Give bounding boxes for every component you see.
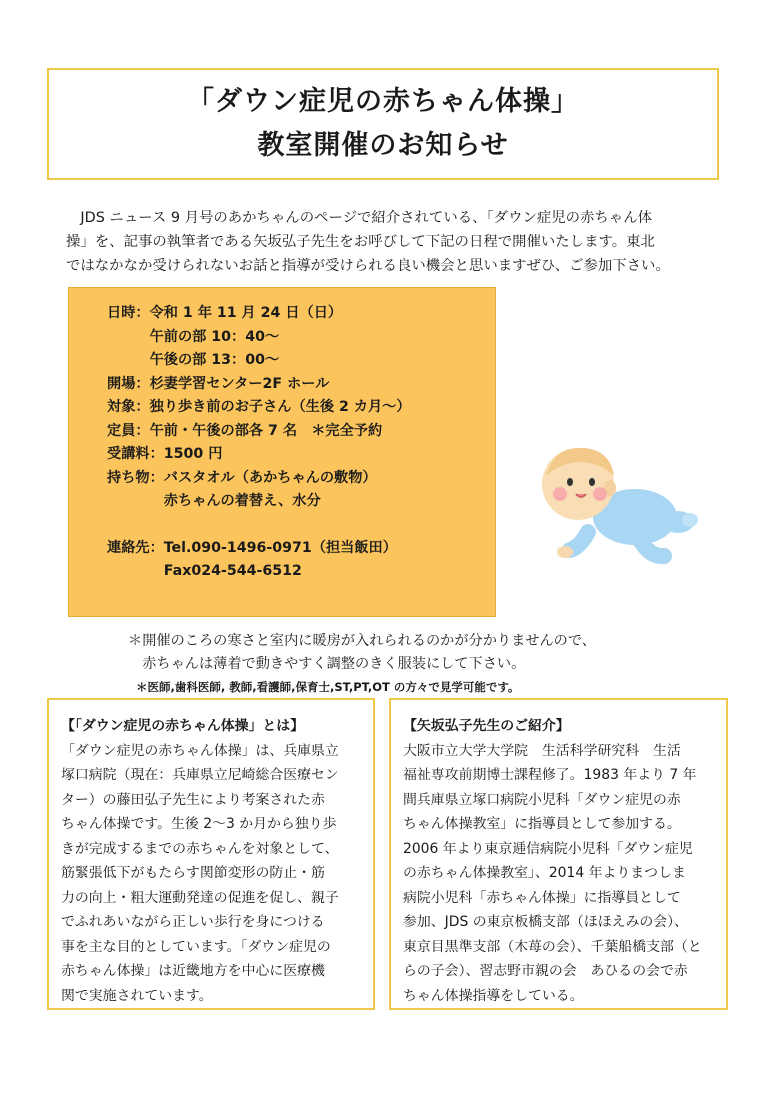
instructor-heading: 【矢坂弘子先生のご紹介】	[403, 718, 570, 734]
panel-line: ちゃん体操指導をしている。	[403, 987, 584, 1004]
venue-label: 開場：	[107, 375, 150, 392]
contact-label: 連絡先：	[107, 539, 164, 556]
afternoon-session: 午後の部 13：00～	[149, 352, 280, 368]
instructor-profile-panel	[389, 698, 728, 1010]
about-exercise-panel	[47, 698, 375, 1010]
morning-session: 午前の部 10：40～	[149, 328, 280, 345]
panel-line: 事を主な目的としています。「ダウン症児の	[61, 938, 331, 955]
capacity-value: 午前・午後の部各 7 名 ＊完全予約	[149, 422, 383, 439]
panel-line: 間兵庫県立塚口病院小児科「ダウン症児の赤	[403, 791, 681, 808]
panel-line: 福祉専攻前期博士課程修了。1983 年より 7 年	[403, 767, 697, 783]
fee-value: 1500 円	[163, 446, 223, 462]
date-value: 令和 1 年 11 月 24 日（日）	[149, 305, 343, 321]
panel-line: 大阪市立大学大学院 生活科学研究科 生活	[403, 742, 681, 759]
panel-line: らの子会）、習志野市親の会 あひるの会で赤	[403, 963, 688, 979]
venue-value: 杉妻学習センター2F ホール	[149, 375, 330, 392]
note-line-3: ＊医師,歯科医師, 教師,看護師,保育士,ST,PT,OT の方々で見学可能です。	[136, 680, 520, 694]
panel-line: 塚口病院（現在：兵庫県立尼崎総合医療セン	[61, 767, 339, 783]
intro-line: ではなかなか受けられないお話と指導が受けられる良い機会と思いますぜひ、ご参加下さい。	[66, 258, 670, 274]
panel-line: でふれあいながら正しい歩行を身につける	[61, 914, 325, 930]
panel-line: 筋緊張低下がもたらす関節変形の防止・筋	[61, 865, 325, 881]
date-row	[107, 302, 495, 373]
notes	[128, 630, 596, 698]
capacity-label: 定員：	[107, 422, 150, 439]
about-exercise-heading: 【「ダウン症児の赤ちゃん体操」とは】	[61, 718, 305, 734]
items-row	[107, 467, 495, 514]
fee-row	[107, 443, 495, 467]
items-value: 赤ちゃんの着替え、水分	[163, 493, 321, 509]
crawling-baby-icon	[540, 432, 700, 572]
date-label: 日時：	[107, 305, 150, 321]
note-line-2: 赤ちゃんは薄着で動きやすく調整のきく服装にして下さい。	[128, 656, 526, 672]
note-line-1: ＊開催のころの寒さと室内に暖房が入れられるのかが分かりませんので、	[128, 633, 596, 649]
target-row	[107, 396, 495, 420]
panel-line: 関で実施されています。	[61, 987, 213, 1004]
panel-line: ター）の藤田弘子先生により考案された赤	[61, 791, 325, 808]
intro-line: 操」を、記事の執筆者である矢坂弘子先生をお呼びして下記の日程で開催いたします。東北	[66, 234, 655, 250]
panel-line: の赤ちゃん体操教室」、2014 年よりまつしま	[403, 865, 686, 881]
panel-line: 赤ちゃん体操」は近畿地方を中心に医療機	[61, 963, 325, 979]
contact-row	[107, 537, 495, 584]
target-label: 対象：	[107, 399, 150, 415]
panel-line: ちゃん体操です。生後 2～3 か月から独り歩	[61, 816, 337, 832]
intro-line: JDS ニュース 9 月号のあかちゃんのページで紹介されている、「ダウン症児の赤ちゃん体	[66, 210, 652, 226]
contact-fax: Fax024-544-6512	[163, 563, 302, 579]
panel-line: ちゃん体操教室」に指導員として参加する。	[403, 816, 681, 832]
event-info-box	[68, 287, 496, 617]
panel-line: きが完成するまでの赤ちゃんを対象として、	[61, 840, 339, 857]
contact-tel: Tel.090-1496-0971（担当飯田）	[163, 539, 397, 556]
items-value: バスタオル（あかちゃんの敷物）	[163, 469, 377, 486]
panel-line: 病院小児科「赤ちゃん体操」に指導員として	[403, 889, 681, 906]
venue-row	[107, 373, 495, 397]
title-line-2: 教室開催のお知らせ	[257, 130, 509, 161]
panel-line: 力の向上・粗大運動発達の促進を促し、親子	[61, 889, 339, 906]
title-box	[47, 68, 719, 180]
panel-line: 「ダウン症児の赤ちゃん体操」は、兵庫県立	[61, 742, 339, 759]
target-value: 独り歩き前のお子さん（生後 2 カ月～）	[149, 399, 411, 415]
intro-paragraph	[66, 206, 726, 278]
items-label: 持ち物：	[107, 469, 164, 486]
capacity-row	[107, 420, 495, 444]
fee-label: 受講料：	[107, 446, 164, 462]
panel-line: 参加、JDS の東京板橋支部（ほほえみの会）、	[403, 914, 688, 930]
panel-line: 2006 年より東京逓信病院小児科「ダウン症児	[403, 840, 693, 857]
panel-line: 東京目黒準支部（木苺の会）、千葉船橋支部（と	[403, 938, 702, 955]
title-line-1: 「ダウン症児の赤ちゃん体操」	[187, 86, 579, 117]
